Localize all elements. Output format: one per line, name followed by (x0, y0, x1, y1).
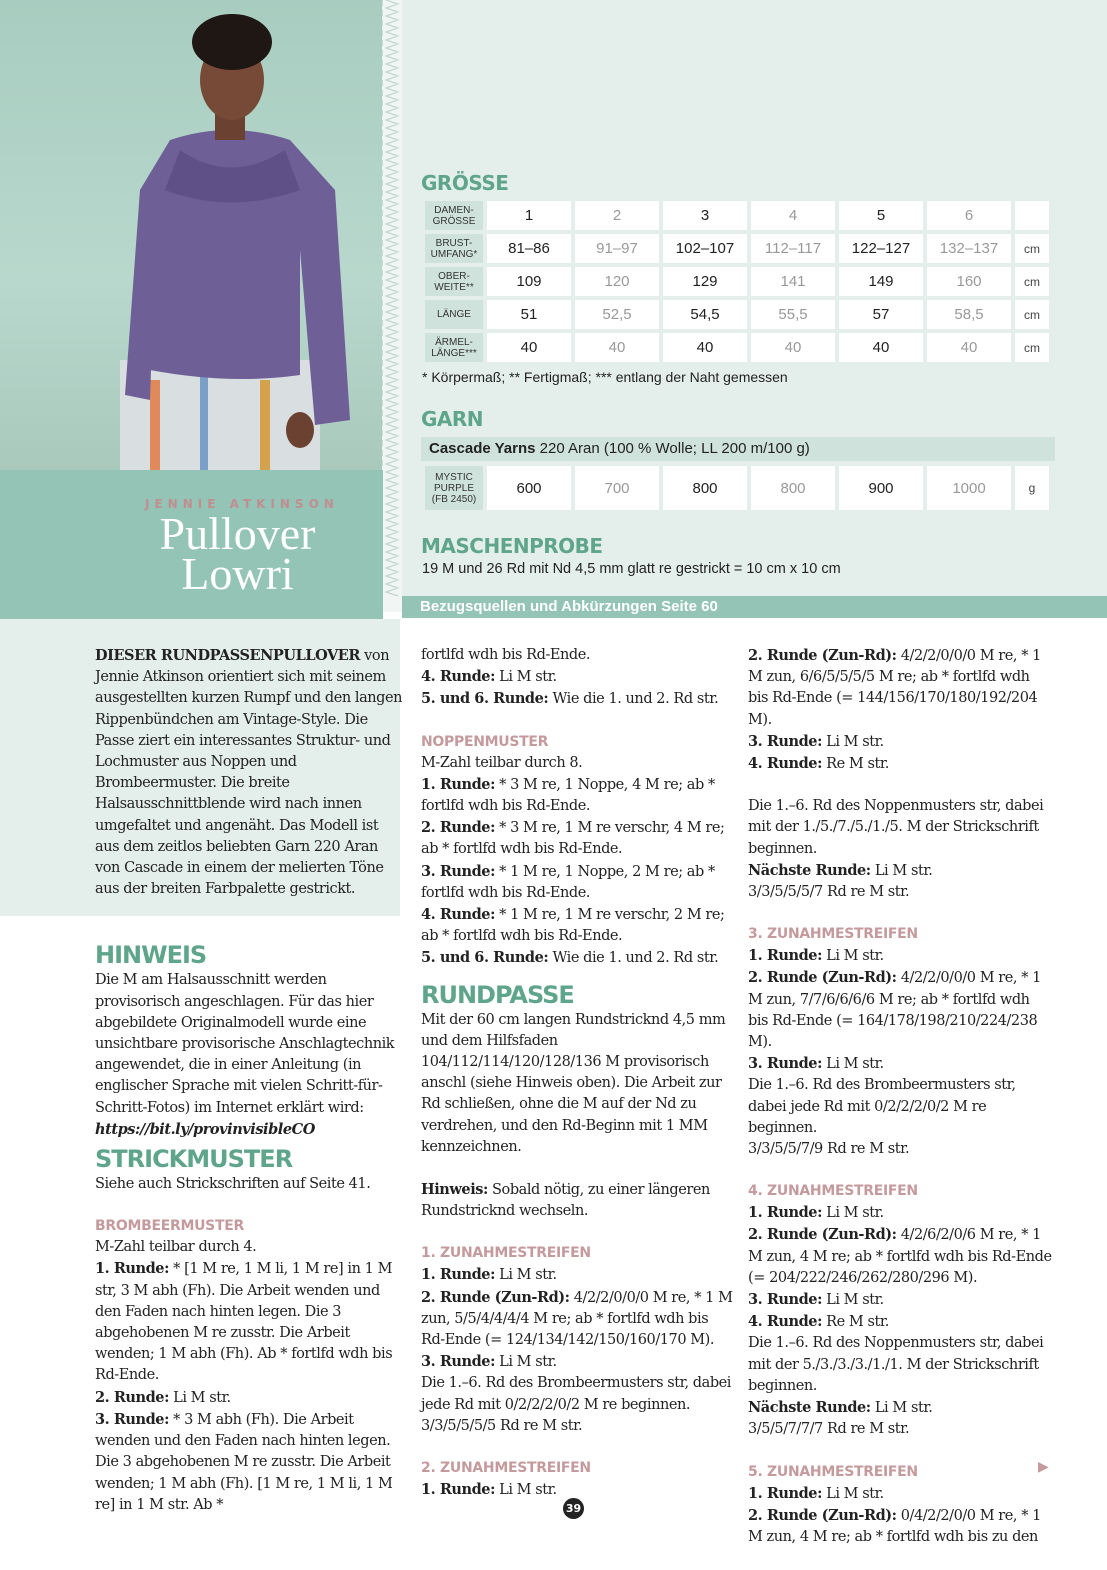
subsection-heading: NOPPENMUSTER (421, 733, 549, 750)
table-cell: 5 (839, 201, 923, 230)
bold-lead: 2. Runde: (421, 819, 495, 837)
bold-lead: 4. Runde: (748, 755, 822, 773)
spacer (95, 1195, 405, 1216)
paragraph (95, 1237, 405, 1258)
table-cell: 141 (751, 267, 835, 296)
subsection-heading: BROMBEERMUSTER (95, 1218, 244, 1235)
bold-lead: 3. Runde: (421, 862, 495, 880)
paragraph-text: 4/2/6/2/0/6 M re, * 1 M zun, 4 M re; ab * fortlfd wdh bis Rd-Ende (= 204/222/246/262/280/296 M). (748, 1227, 1052, 1286)
paragraph-text: 3/3/5/5/7/9 Rd re M str. (748, 1141, 910, 1158)
table-cell: 132–137 (927, 234, 1011, 263)
paragraph-text: Li M str. (495, 1267, 557, 1284)
paragraph (748, 1139, 1053, 1160)
paragraph (748, 1224, 1053, 1289)
spacer (748, 775, 1053, 796)
label-line: PURPLE (433, 482, 474, 494)
paragraph (421, 688, 733, 710)
paragraph-text: Re M str. (822, 1314, 889, 1331)
paragraph-text: * 3 M abh (Fh). Die Arbeit wenden und den Faden nach hinten legen. Die 3 abgehobenen M re zusstr. Die Arbeit wenden; 1 M abh (Fh). [1 M re, 1 M li, 1 M re] in 1 M str. Ab * (95, 1411, 393, 1513)
paragraph-text: * [1 M re, 1 M li, 1 M re] in 1 M str, 3 M abh (Fh). Die Arbeit wenden und den Faden nach hinten legen. Die 3 abgehobenen M re zusstr. Die Arbeit wenden; 1 M abh (Fh). Ab * fortlfd wdh bis Rd-Ende. (95, 1261, 393, 1384)
subsection-heading: 3. ZUNAHMESTREIFEN (748, 926, 918, 943)
subsection-heading: 5. ZUNAHMESTREIFEN (748, 1463, 918, 1480)
paragraph (748, 1311, 1053, 1333)
table-cell: 58,5 (927, 300, 1011, 329)
paragraph (748, 645, 1053, 731)
yarn-details: 220 Aran (100 % Wolle; LL 200 m/100 g) (535, 440, 810, 457)
table-cell: 40 (927, 333, 1011, 362)
table-row (425, 267, 1049, 296)
table-cell: 81–86 (487, 234, 571, 263)
table-cell: 160 (927, 267, 1011, 296)
subsection-heading: 4. ZUNAHMESTREIFEN (748, 1183, 918, 1200)
paragraph-text: Die 1.–6. Rd des Noppenmusters str, dabei mit der 1./5./7./5./1./5. M der Strickschrift beginnen. (748, 798, 1044, 857)
unit-cell (1015, 201, 1049, 230)
paragraph-text: Mit der 60 cm langen Rundstricknd 4,5 mm und dem Hilfsfaden 104/112/114/120/128/136 M provisorisch anschl (siehe Hinweis oben). Die Arbeit zur Rd schließen, ohne die M auf der Nd zu verdrehen, und den Rd-Beginn mit 1 MM kennzeichnen. (421, 1011, 726, 1155)
unit-cell: cm (1015, 300, 1049, 329)
spacer (421, 1222, 733, 1243)
paragraph (421, 861, 733, 904)
paragraph-text: Die M am Halsausschnitt werden provisorisch angeschlagen. Für das hier abgebildete Originalmodell wurde eine unsichtbare provisorische Anschlagtechnik angewendet, die in einer Anleitung (in englischer Sprache mit vielen Schritt-für-Schritt-Fotos) im Internet erklärt wird: (95, 972, 395, 1116)
paragraph (748, 796, 1053, 860)
paragraph (748, 1333, 1053, 1397)
hair (192, 14, 272, 70)
continue-arrow-icon: ▶ (1038, 1459, 1049, 1475)
paragraph-text: 3/3/5/5/5/5 Rd re M str. (421, 1417, 583, 1434)
paragraph (421, 904, 733, 947)
paragraph (421, 1264, 733, 1286)
paragraph-text: Li M str. (495, 1482, 557, 1499)
paragraph-text: Li M str. (870, 862, 933, 879)
paragraph-text: 4/2/2/0/0/0 M re, * 1 M zun, 5/5/4/4/4/4 M re; ab * fortlfd wdh bis Rd-Ende (= 124/134/142/150/160/170 M). (421, 1289, 733, 1349)
subsection-heading: 1. ZUNAHMESTREIFEN (421, 1245, 591, 1262)
paragraph-text: fortlfd wdh bis Rd-Ende. (421, 647, 591, 663)
paragraph (95, 970, 405, 1118)
table-cell: 54,5 (663, 300, 747, 329)
paragraph-text: Li M str. (822, 733, 884, 750)
table-cell: 102–107 (663, 234, 747, 263)
paragraph-text: Li M str. (870, 1400, 933, 1417)
bold-lead: 2. Runde (Zun-Rd): (748, 1226, 897, 1244)
table-cell: 600 (487, 466, 571, 510)
paragraph-text: M-Zahl teilbar durch 4. (95, 1239, 257, 1256)
gauge-heading: MASCHENPROBE (421, 534, 603, 558)
page-number: 39 (563, 1498, 584, 1519)
unit-cell: cm (1015, 333, 1049, 362)
table-cell: 800 (663, 466, 747, 510)
table-cell: 109 (487, 267, 571, 296)
paragraph (748, 945, 1053, 967)
paragraph-text: * 1 M re, 1 Noppe, 2 M re; ab * fortlfd wdh bis Rd-Ende. (421, 863, 715, 901)
unit-cell: cm (1015, 234, 1049, 263)
zigzag-stitch-strip (382, 0, 402, 612)
url-link[interactable]: https://bit.ly/provinvisibleCO (95, 1120, 315, 1138)
paragraph (748, 1397, 1053, 1419)
paragraph (421, 1179, 733, 1222)
paragraph (748, 1075, 1053, 1139)
table-cell: 120 (575, 267, 659, 296)
bold-lead: 1. Runde: (421, 775, 495, 793)
text-column-3 (748, 645, 1053, 1548)
paragraph (95, 1174, 405, 1195)
paragraph-text: Li M str. (495, 1354, 557, 1371)
text-column-1 (95, 645, 405, 1516)
bold-lead: 5. und 6. Runde: (421, 949, 549, 967)
paragraph-text: Li M str. (169, 1389, 231, 1406)
paragraph (421, 666, 733, 688)
bold-lead: 2. Runde (Zun-Rd): (748, 969, 897, 987)
bold-lead: 4. Runde: (421, 668, 495, 686)
table-cell: 1000 (927, 466, 1011, 510)
table-row (425, 234, 1049, 263)
row-label (425, 333, 483, 362)
table-cell: 40 (663, 333, 747, 362)
yarn-table (421, 462, 1053, 514)
table-cell: 900 (839, 466, 923, 510)
label-line: (FB 2450) (431, 493, 477, 505)
bold-lead: 2. Runde (Zun-Rd): (421, 1288, 570, 1306)
section-heading: STRICKMUSTER (95, 1145, 293, 1174)
row-label (425, 201, 483, 230)
table-cell: 91–97 (575, 234, 659, 263)
table-row (425, 300, 1049, 329)
paragraph (421, 645, 733, 666)
info-panel (402, 0, 1107, 596)
bold-lead: Hinweis: (421, 1181, 488, 1199)
paragraph-text: Die 1.–6. Rd des Brombeermusters str, dabei jede Rd mit 0/2/2/2/0/2 M re beginnen. (421, 1375, 731, 1413)
spacer (421, 1158, 733, 1179)
yarn-heading: GARN (421, 407, 484, 431)
paragraph (95, 1387, 405, 1409)
table-cell: 6 (927, 201, 1011, 230)
paragraph (421, 947, 733, 969)
paragraph-text: 4/2/2/0/0/0 M re, * 1 M zun, 6/6/5/5/5/5 M re; ab * fortlfd wdh bis Rd-Ende (= 144/156/170/180/192/204 M). (748, 648, 1041, 728)
bold-lead: 4. Runde: (421, 906, 495, 924)
unit-cell: cm (1015, 267, 1049, 296)
gauge-text: 19 M und 26 Rd mit Nd 4,5 mm glatt re gestrickt = 10 cm x 10 cm (422, 561, 841, 577)
sources-bar: Bezugsquellen und Abkürzungen Seite 60 (402, 596, 1107, 618)
table-cell: 40 (575, 333, 659, 362)
size-table (421, 197, 1053, 366)
table-cell: 40 (487, 333, 571, 362)
paragraph-text: Li M str. (822, 948, 884, 965)
spacer (748, 1441, 1053, 1462)
table-cell: 122–127 (839, 234, 923, 263)
row-label (425, 466, 483, 510)
paragraph-text: * 1 M re, 1 M re verschr, 2 M re; ab * fortlfd wdh bis Rd-Ende. (421, 907, 725, 945)
bold-lead: Nächste Runde: (748, 861, 871, 879)
paragraph (748, 860, 1053, 882)
paragraph (421, 753, 733, 774)
paragraph-text: Siehe auch Strickschriften auf Seite 41. (95, 1176, 371, 1193)
paragraph-text: Wie die 1. und 2. Rd str. (548, 691, 719, 708)
table-cell: 800 (751, 466, 835, 510)
size-heading: GRÖSSE (421, 171, 509, 195)
label-line: ÄRMEL- (435, 336, 473, 348)
table-cell: 149 (839, 267, 923, 296)
subsection-heading: 2. ZUNAHMESTREIFEN (421, 1460, 591, 1477)
bold-lead: 4. Runde: (748, 1313, 822, 1331)
bold-lead: 1. Runde: (748, 947, 822, 965)
paragraph (748, 1202, 1053, 1224)
bold-lead: 3. Runde: (748, 1291, 822, 1309)
bold-lead: 3. Runde: (421, 1353, 495, 1371)
paragraph-text: Die 1.–6. Rd des Noppenmusters str, dabei mit der 5./3./3./3./1./1. M der Strickschrift beginnen. (748, 1335, 1044, 1394)
label-line: WEITE** (434, 281, 474, 293)
table-cell: 700 (575, 466, 659, 510)
size-footnote: * Körpermaß; ** Fertigmaß; *** entlang der Naht gemessen (422, 369, 788, 385)
paragraph-text: Re M str. (822, 756, 889, 773)
label-line: DAMEN- (434, 204, 474, 216)
paragraph (748, 882, 1053, 903)
table-cell: 4 (751, 201, 835, 230)
paragraph (748, 1419, 1053, 1440)
paragraph (95, 645, 405, 900)
bold-lead: 1. Runde: (421, 1266, 495, 1284)
spacer (748, 1160, 1053, 1181)
label-line: MYSTIC (435, 471, 473, 483)
table-cell: 57 (839, 300, 923, 329)
paragraph-text: Li M str. (822, 1485, 884, 1502)
paragraph-text: von Jennie Atkinson orientiert sich mit seinem ausgestellten kurzen Rumpf und den langen Rippenbündchen am Vintage-Style. Die Passe ziert ein interessantes Struktur- und Lochmuster aus Noppen und Brombeermuster. Die breite Halsausschnittblende wird nach innen umgefaltet und angenäht. Das Modell ist aus dem zeitlos beliebten Garn 220 Aran von Cascade in einem der melierten Töne aus der breiten Farbpalette gestrickt. (95, 648, 403, 898)
bold-lead: 2. Runde: (95, 1388, 169, 1406)
table-cell: 51 (487, 300, 571, 329)
paragraph-text: Wie die 1. und 2. Rd str. (548, 950, 719, 967)
paragraph-text: 4/2/2/0/0/0 M re, * 1 M zun, 7/7/6/6/6/6 M re; ab * fortlfd wdh bis Rd-Ende (= 164/178/198/210/224/238 M). (748, 970, 1041, 1051)
paragraph-text: Li M str. (822, 1056, 884, 1073)
table-cell: 40 (751, 333, 835, 362)
table-row (425, 333, 1049, 362)
table-cell: 52,5 (575, 300, 659, 329)
paragraph-text: Sobald nötig, zu einer längeren Rundstricknd wechseln. (421, 1182, 710, 1220)
bold-lead: 1. Runde: (748, 1204, 822, 1222)
paragraph (748, 1053, 1053, 1075)
paragraph-text: * 3 M re, 1 Noppe, 4 M re; ab * fortlfd wdh bis Rd-Ende. (421, 776, 715, 815)
paragraph (421, 1416, 733, 1437)
paragraph (748, 1483, 1053, 1505)
paragraph (748, 1289, 1053, 1311)
yarn-brand: Cascade Yarns (429, 440, 536, 457)
unit-cell: g (1015, 466, 1049, 510)
paragraph-text: 3/3/5/5/5/7 Rd re M str. (748, 884, 910, 901)
model-photo (0, 0, 382, 470)
paragraph-text: M-Zahl teilbar durch 8. (421, 754, 583, 771)
row-label (425, 267, 483, 296)
yarn-description (421, 437, 1055, 461)
paragraph (748, 753, 1053, 775)
spacer (95, 900, 405, 940)
label-line: GRÖSSE (432, 215, 476, 227)
bold-lead: 3. Runde: (748, 732, 822, 750)
paragraph-text: 0/4/2/2/0/0 M re, * 1 M zun, 4 M re; ab * fortlfd wdh bis zu den (748, 1507, 1041, 1545)
paragraph-text: Li M str. (495, 669, 557, 686)
title-block (0, 470, 383, 619)
model-illustration (0, 0, 382, 470)
paragraph (421, 1010, 733, 1158)
label-line: BRUST- (435, 237, 473, 249)
paragraph-text: Die 1.–6. Rd des Brombeermusters str, dabei jede Rd mit 0/2/2/2/0/2 M re beginnen. (748, 1077, 1016, 1136)
row-label (425, 300, 483, 329)
table-row (425, 201, 1049, 230)
bold-lead: Nächste Runde: (748, 1399, 871, 1417)
paragraph (748, 1505, 1053, 1548)
paragraph (421, 1351, 733, 1373)
bold-lead: 3. Runde: (95, 1410, 169, 1428)
bold-lead: 1. Runde: (421, 1481, 495, 1499)
bold-lead: 2. Runde (Zun-Rd): (748, 1506, 897, 1524)
paragraph (421, 817, 733, 860)
title-line: Pullover (159, 508, 316, 559)
designer-name: JENNIE ATKINSON (145, 497, 339, 511)
paragraph-text: 3/5/5/7/7/7 Rd re M str. (748, 1421, 910, 1438)
row-label (425, 234, 483, 263)
bold-lead: 1. Runde: (748, 1484, 822, 1502)
table-cell: 55,5 (751, 300, 835, 329)
paragraph (95, 1258, 405, 1386)
table-cell: 112–117 (751, 234, 835, 263)
bold-lead: 1. Runde: (95, 1260, 169, 1278)
paragraph (421, 1373, 733, 1415)
table-cell: 3 (663, 201, 747, 230)
table-cell: 1 (487, 201, 571, 230)
paragraph-text: Li M str. (822, 1205, 884, 1222)
pattern-title (150, 508, 325, 599)
table-cell: 40 (839, 333, 923, 362)
table-cell: 129 (663, 267, 747, 296)
spacer (748, 903, 1053, 924)
bold-lead: 2. Runde (Zun-Rd): (748, 647, 897, 664)
label-line: OBER- (438, 270, 470, 282)
text-column-2 (421, 645, 733, 1501)
paragraph-text: Li M str. (822, 1292, 884, 1309)
paragraph-text: * 3 M re, 1 M re verschr, 4 M re; ab * fortlfd wdh bis Rd-Ende. (421, 820, 725, 858)
title-line: Lowri (181, 548, 294, 599)
label-line: LÄNGE*** (431, 347, 477, 359)
bold-lead: 3. Runde: (748, 1055, 822, 1073)
spacer (421, 1437, 733, 1458)
bold-lead: 5. und 6. Runde: (421, 690, 549, 708)
label-line: UMFANG* (430, 248, 478, 260)
paragraph (421, 774, 733, 817)
paragraph (748, 967, 1053, 1053)
label-line: LÄNGE (437, 309, 471, 320)
spacer (421, 711, 733, 732)
section-heading: RUNDPASSE (421, 980, 574, 1009)
table-row (425, 466, 1049, 510)
paragraph (95, 1409, 405, 1516)
bold-lead: DIESER RUNDPASSENPULLOVER (95, 647, 361, 664)
section-heading: HINWEIS (95, 941, 207, 970)
paragraph (748, 731, 1053, 753)
paragraph (421, 1287, 733, 1352)
table-cell: 2 (575, 201, 659, 230)
